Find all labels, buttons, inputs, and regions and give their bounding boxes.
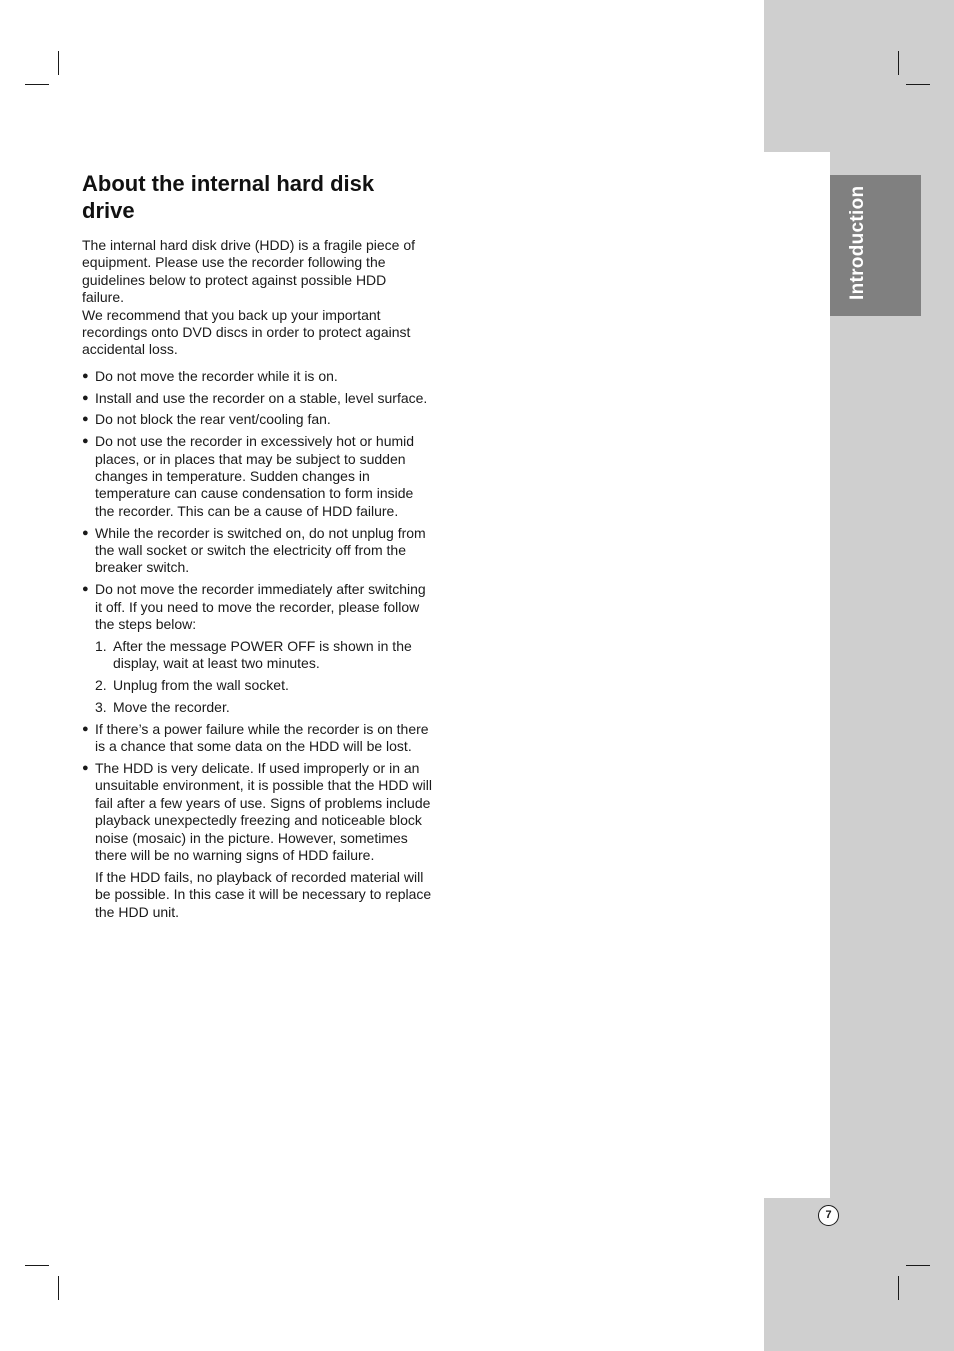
crop-mark-bottom-left-h [25, 1265, 49, 1266]
bullet-icon: ● [82, 435, 89, 448]
list-item [82, 525, 432, 577]
step-text: Move the recorder. [113, 698, 230, 715]
step-item [95, 638, 432, 673]
list-item [82, 721, 432, 756]
list-item [82, 581, 432, 716]
step-number: 1. [95, 637, 107, 654]
bullet-icon: ● [82, 583, 89, 596]
step-list [95, 638, 432, 716]
section-tab [830, 175, 921, 316]
article [82, 170, 432, 925]
intro-text-1: The internal hard disk drive (HDD) is a fragile piece of equipment. Please use the recorder following the guidelines below to protect against possible HDD failure. [82, 237, 416, 306]
list-item [82, 390, 432, 407]
intro-paragraph [82, 237, 432, 359]
crop-mark-top-left-v [58, 51, 59, 75]
list-item-text: While the recorder is switched on, do not unplug from the wall socket or switch the electricity off from the breaker switch. [95, 524, 426, 576]
intro-text-2: We recommend that you back up your important recordings onto DVD discs in order to protect against accidental loss. [82, 306, 411, 358]
bullet-icon: ● [82, 761, 89, 774]
list-item [82, 368, 432, 385]
list-item-text: If there’s a power failure while the recorder is on there is a chance that some data on the HDD will be lost. [95, 720, 429, 755]
bullet-icon: ● [82, 722, 89, 735]
bullet-icon: ● [82, 526, 89, 539]
guideline-list [82, 368, 432, 921]
list-item-text: Do not move the recorder immediately after switching it off. If you need to move the recorder, please follow the steps below: [95, 581, 426, 633]
crop-mark-top-right-h [906, 84, 930, 85]
bullet-icon: ● [82, 369, 89, 382]
page-number: 7 [818, 1205, 839, 1226]
step-text: Unplug from the wall socket. [113, 677, 289, 694]
step-text: After the message POWER OFF is shown in the display, wait at least two minutes. [113, 637, 412, 672]
page-title: About the internal hard disk drive [82, 171, 375, 223]
side-band-cutout [764, 152, 830, 1198]
step-number: 3. [95, 698, 107, 715]
crop-mark-bottom-right-h [906, 1265, 930, 1266]
list-item-text: The HDD is very delicate. If used improperly or in an unsuitable environment, it is possible that the HDD will fail after a few years of use. Signs of problems include playback unexpectedly freezing and noticeable block noise (mosaic) in the picture. However, sometimes there will be no warning signs of HDD failure. [95, 759, 432, 863]
crop-mark-bottom-left-v [58, 1276, 59, 1300]
crop-mark-top-left-h [25, 84, 49, 85]
list-item-note: If the HDD fails, no playback of recorded material will be possible. In this case it will be necessary to replace the HDD unit. [95, 868, 432, 920]
list-item-text: Install and use the recorder on a stable, level surface. [95, 389, 428, 406]
list-item-text: Do not move the recorder while it is on. [95, 367, 338, 384]
list-item [82, 433, 432, 520]
section-tab-label: Introduction [847, 185, 868, 300]
list-item [82, 760, 432, 921]
step-number: 2. [95, 677, 107, 694]
bullet-icon: ● [82, 391, 89, 404]
list-item [82, 411, 432, 428]
step-item [95, 699, 432, 716]
crop-mark-bottom-right-v [898, 1276, 899, 1300]
list-item-text: Do not use the recorder in excessively hot or humid places, or in places that may be subject to sudden changes in temperature. Sudden changes in temperature can cause condensation to form inside the recorder. This can be a cause of HDD failure. [95, 433, 415, 519]
step-item [95, 677, 432, 694]
crop-mark-top-right-v [898, 51, 899, 75]
bullet-icon: ● [82, 413, 89, 426]
list-item-text: Do not block the rear vent/cooling fan. [95, 411, 331, 428]
